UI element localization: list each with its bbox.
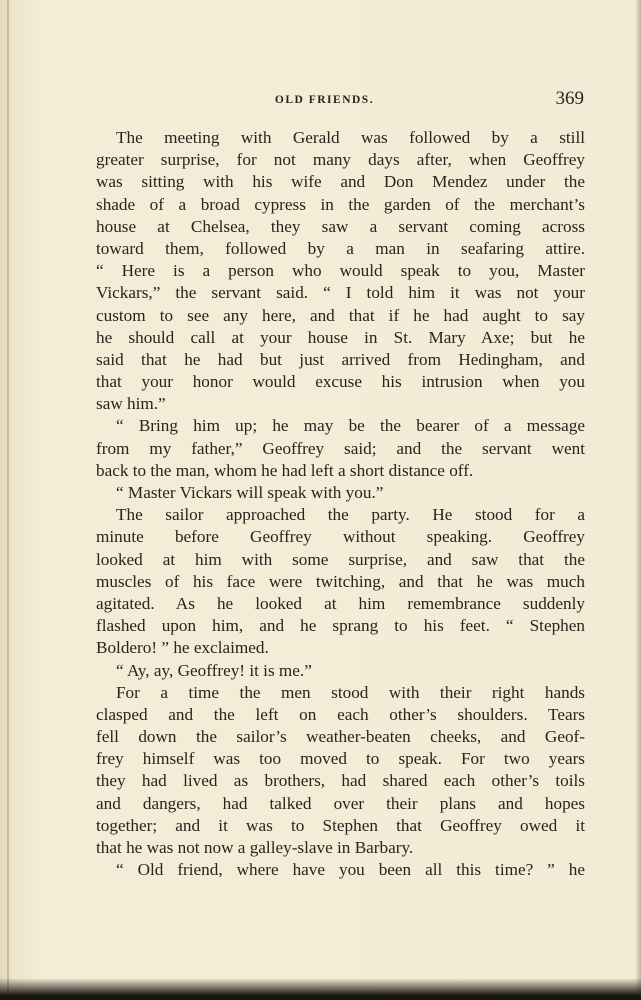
text-line: flashed upon him, and he sprang to his feet. “ Stephen [96,616,585,636]
text-line: “ Old friend, where have you been all this time? ” he [116,860,585,880]
text-line: house at Chelsea, they saw a servant coming across [96,216,585,236]
text-line: and dangers, had talked over their plans and hopes [96,793,585,813]
text-line: fell down the sailor’s weather-beaten cheeks, and Geof- [96,727,585,747]
text-line: they had lived as brothers, had shared each other’s toils [96,771,585,791]
text-line: minute before Geoffrey without speaking. Geoffrey [96,527,585,547]
text-line: “ Bring him up; he may be the bearer of a message [116,416,585,436]
text-line: “ Ay, ay, Geoffrey! it is me.” [116,660,312,680]
text-line: said that he had but just arrived from Hedingham, and [96,349,585,369]
text-line: that he was not now a galley-slave in Barbary. [96,838,414,857]
text-line: custom to see any here, and that if he had aught to say [96,305,585,325]
text-line: Boldero! ” he exclaimed. [96,638,269,658]
bottom-shadow [0,978,641,1000]
text-line: was sitting with his wife and Don Mendez under the [96,172,585,192]
page-edge-shadow [635,0,641,1000]
text-line: shade of a broad cypress in the garden of the merchant’s [96,194,585,214]
text-line: he should call at your house in St. Mary Axe; but he [96,327,585,347]
text-line: “ Master Vickars will speak with you.” [116,483,384,502]
text-line: frey himself was too moved to speak. For two years [96,749,585,769]
text-line: toward them, followed by a man in seafaring attire. [96,238,585,258]
text-line: together; and it was to Stephen that Geoffrey owed it [96,815,585,835]
text-line: that your honor would excuse his intrusion when you [96,372,585,392]
text-line: looked at him with some surprise, and saw that the [96,549,585,569]
text-line: back to the man, whom he had left a short distance off. [96,460,474,480]
text-line: The sailor approached the party. He stood for a [116,505,585,525]
text-line: Vickars,” the servant said. “ I told him it was not your [96,283,585,303]
text-line: muscles of his face were twitching, and that he was much [96,571,585,591]
text-line: “ Here is a person who would speak to you, Master [96,261,585,281]
text-line: agitated. As he looked at him remembrance suddenly [96,593,585,613]
page-header [0,88,641,118]
text-line: The meeting with Gerald was followed by a still [116,128,585,147]
running-title: OLD FRIENDS. [274,94,375,106]
text-line: For a time the men stood with their right hands [116,682,585,702]
body-text [96,127,585,881]
text-line: saw him.” [96,394,166,414]
binding-edge [7,0,9,1000]
text-line: clasped and the left on each other’s shoulders. Tears [96,704,585,724]
text-line: greater surprise, for not many days after, when Geoffrey [96,150,585,170]
page-number: 369 [555,88,584,109]
text-line: from my father,” Geoffrey said; and the servant went [96,438,585,458]
